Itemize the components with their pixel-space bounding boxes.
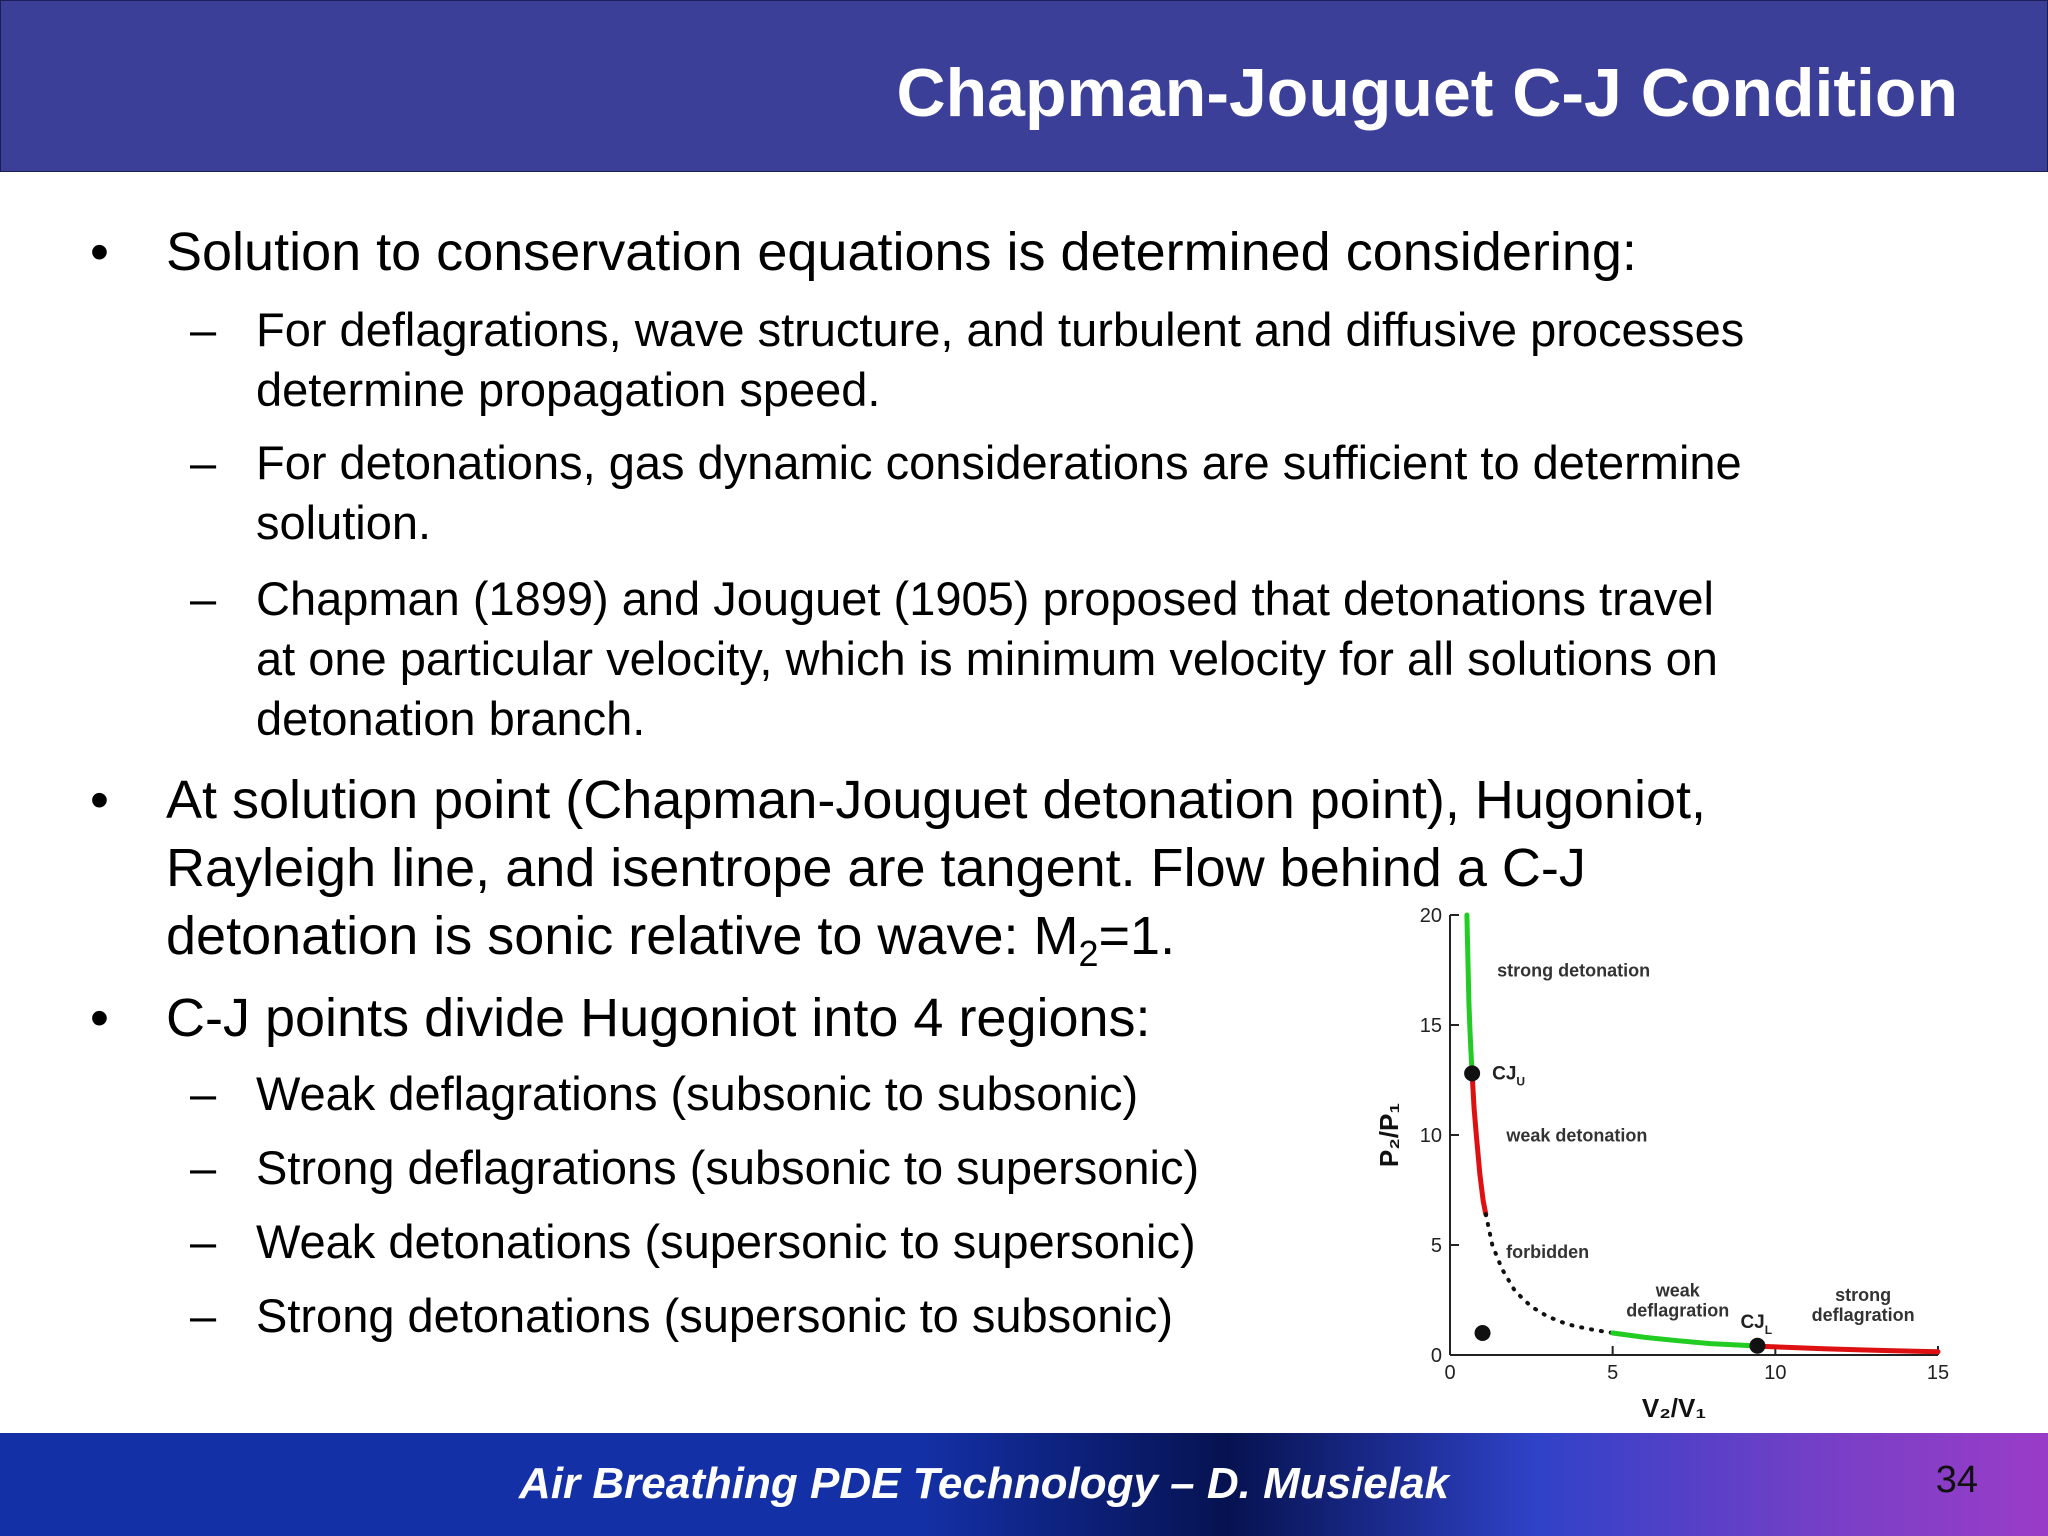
bullet-line: Rayleigh line, and isentrope are tangent. Flow behind a C-J bbox=[166, 838, 1586, 898]
bullet-line-text: detonation is sonic relative to wave: M bbox=[166, 906, 1079, 966]
sub-bullet-3-3 bbox=[190, 1212, 1196, 1272]
cj-point-label: $CJ_L$ bbox=[1740, 1311, 1773, 1337]
bullet-1 bbox=[90, 218, 1637, 286]
region-label: weak detonation bbox=[1506, 1125, 1648, 1146]
slide-number: 34 bbox=[1935, 1459, 1978, 1501]
sub-bullet-line: For deflagrations, wave structure, and turbulent and diffusive processes bbox=[256, 303, 1745, 356]
x-tick-label: 15 bbox=[1926, 1362, 1950, 1384]
sub-bullet-text: Weak deflagrations (subsonic to subsonic) bbox=[256, 1067, 1139, 1120]
slide-title: Chapman-Jouguet C-J Condition bbox=[896, 55, 1958, 131]
dash-marker: – bbox=[190, 1289, 217, 1342]
sub-bullet-text: Weak detonations (supersonic to supersonic) bbox=[256, 1215, 1196, 1268]
sub-bullet-1-3 bbox=[190, 569, 1718, 749]
y-tick-label: 0 bbox=[1430, 1345, 1442, 1367]
dash-marker: – bbox=[190, 303, 217, 356]
region-label: forbidden bbox=[1506, 1242, 1590, 1263]
y-axis-label: P₂/P₁ bbox=[1374, 1102, 1404, 1168]
hugoniot-black-segment bbox=[1486, 1214, 1613, 1333]
sub-bullet-line: determine propagation speed. bbox=[256, 363, 881, 416]
hugoniot-red-segment bbox=[1759, 1346, 1938, 1352]
hugoniot-green-segment bbox=[1467, 915, 1472, 1073]
x-axis-label: V₂/V₁ bbox=[1641, 1393, 1707, 1423]
hugoniot-red-segment bbox=[1472, 1073, 1486, 1214]
bullet-3 bbox=[90, 984, 1151, 1052]
sub-bullet-3-2 bbox=[190, 1138, 1200, 1198]
bullet-line-text: =1. bbox=[1098, 906, 1176, 966]
dash-marker: – bbox=[190, 1067, 217, 1120]
x-tick-label: 5 bbox=[1607, 1362, 1619, 1384]
bullet-line: At solution point (Chapman-Jouguet detonation point), Hugoniot, bbox=[166, 770, 1707, 830]
sub-bullet-1-2 bbox=[190, 433, 1742, 553]
dash-marker: – bbox=[190, 1141, 217, 1194]
sub-bullet-text: Strong deflagrations (subsonic to supersonic) bbox=[256, 1141, 1200, 1194]
dash-marker: – bbox=[190, 1215, 217, 1268]
sub-bullet-line: Chapman (1899) and Jouguet (1905) proposed that detonations travel bbox=[256, 572, 1714, 625]
sub-bullet-text: Strong detonations (supersonic to subsonic) bbox=[256, 1289, 1174, 1342]
x-tick-label: 0 bbox=[1444, 1362, 1456, 1384]
sub-bullet-line: at one particular velocity, which is minimum velocity for all solutions on bbox=[256, 632, 1718, 685]
cj-point-marker bbox=[1749, 1338, 1765, 1354]
y-tick-label: 5 bbox=[1430, 1235, 1442, 1257]
y-tick-label: 20 bbox=[1419, 905, 1442, 927]
bullet-text: Solution to conservation equations is determined considering: bbox=[166, 222, 1637, 282]
sub-bullet-line: detonation branch. bbox=[256, 692, 646, 745]
bullet-marker: • bbox=[90, 988, 109, 1048]
y-tick-label: 15 bbox=[1419, 1015, 1442, 1037]
sub-bullet-line: solution. bbox=[256, 496, 432, 549]
sub-bullet-1-1 bbox=[190, 300, 1745, 420]
dash-marker: – bbox=[190, 436, 217, 489]
bullet-marker: • bbox=[90, 770, 109, 830]
sub-bullet-3-4 bbox=[190, 1286, 1174, 1346]
region-label: strong bbox=[1835, 1285, 1892, 1305]
region-label: deflagration bbox=[1626, 1300, 1730, 1321]
sub-bullet-line: For detonations, gas dynamic considerations are sufficient to determine bbox=[256, 436, 1742, 489]
subscript: 2 bbox=[1078, 933, 1099, 974]
hugoniot-green-segment bbox=[1613, 1333, 1759, 1346]
hugoniot-chart bbox=[1370, 880, 1970, 1440]
footer-text: Air Breathing PDE Technology – D. Musielak bbox=[519, 1459, 1449, 1508]
y-tick-label: 10 bbox=[1419, 1125, 1442, 1147]
region-label: deflagration bbox=[1811, 1305, 1915, 1325]
title-bar bbox=[0, 0, 2048, 172]
region-label: strong detonation bbox=[1497, 960, 1651, 981]
bullet-text: C-J points divide Hugoniot into 4 regions: bbox=[166, 988, 1151, 1048]
x-tick-label: 10 bbox=[1764, 1362, 1787, 1384]
bullet-marker: • bbox=[90, 222, 109, 282]
footer-bar bbox=[0, 1433, 2048, 1536]
cj-point-marker bbox=[1475, 1325, 1491, 1341]
region-label: weak bbox=[1655, 1280, 1700, 1301]
sub-bullet-3-1 bbox=[190, 1064, 1139, 1124]
cj-point-marker bbox=[1464, 1065, 1480, 1081]
hugoniot-chart-svg bbox=[1370, 880, 1970, 1440]
dash-marker: – bbox=[190, 572, 217, 625]
cj-point-label: $CJ_U$ bbox=[1492, 1063, 1526, 1089]
